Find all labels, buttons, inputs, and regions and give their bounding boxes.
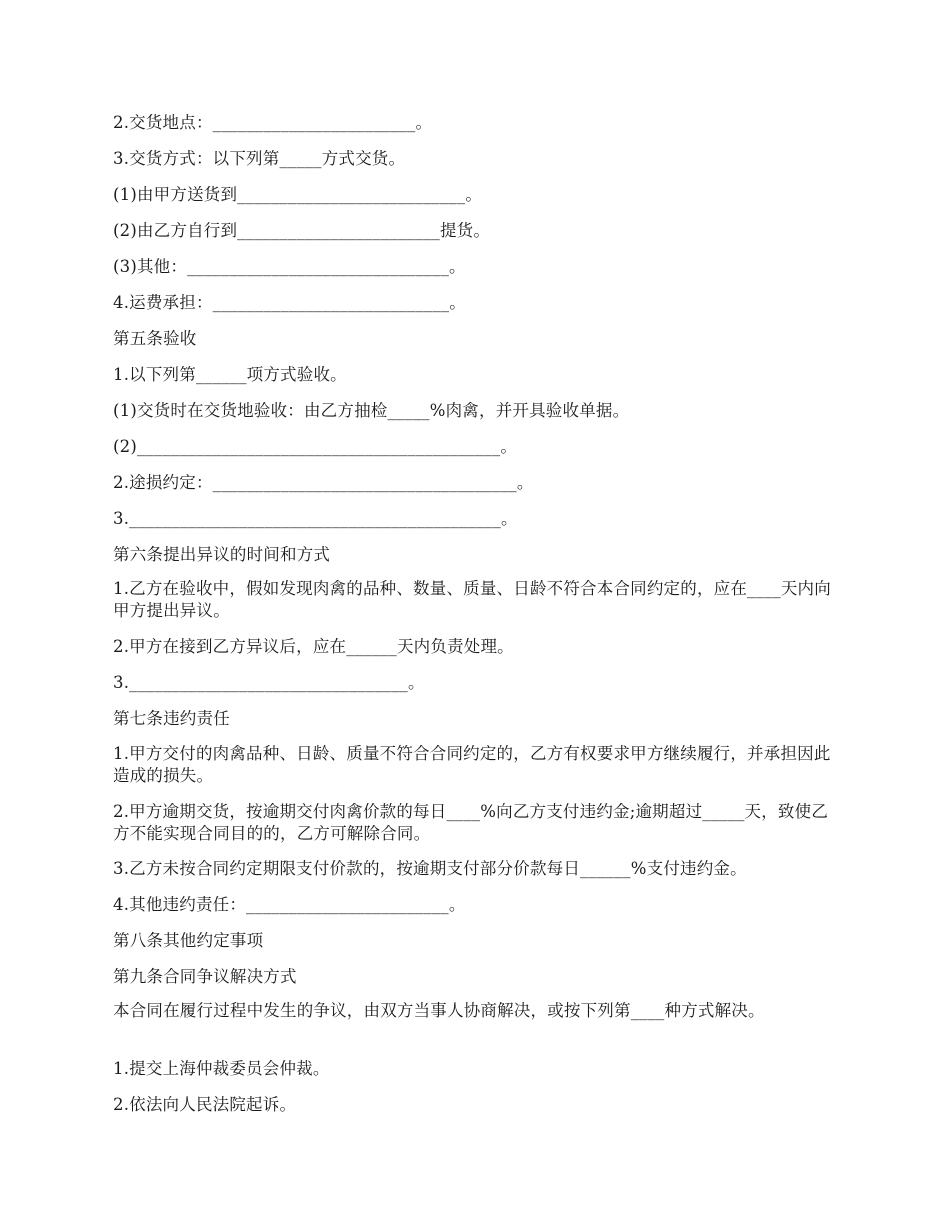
delivery-option-3: (3)其他：_______________________________。	[113, 257, 466, 276]
section-heading-8: 第八条其他约定事项	[113, 931, 264, 950]
section-heading-7: 第七条违约责任	[113, 709, 230, 728]
inspection-option-2: (2)___________________________________________。	[113, 437, 518, 456]
liability-clause-1: 1.甲方交付的肉禽品种、日龄、质量不符合合同约定的，乙方有权要求甲方继续履行，并承担因此造成的损失。	[113, 744, 831, 785]
delivery-method-clause: 3.交货方式：以下列第_____方式交货。	[113, 149, 406, 168]
delivery-option-1: (1)由甲方送货到___________________________。	[113, 185, 483, 204]
freight-clause: 4.运费承担：____________________________。	[113, 293, 466, 312]
liability-clause-3: 3.乙方未按合同约定期限支付价款的，按逾期支付部分价款每日______%支付违约金。	[113, 859, 747, 878]
transit-loss-clause: 2.途损约定：____________________________________。	[113, 473, 534, 492]
dispute-option-1: 1.提交上海仲裁委员会仲裁。	[113, 1059, 330, 1078]
section-heading-9: 第九条合同争议解决方式	[113, 967, 297, 986]
inspection-option-1: (1)交货时在交货地验收：由乙方抽检_____%肉禽，并开具验收单据。	[113, 401, 630, 420]
delivery-location-clause: 2.交货地点：________________________。	[113, 113, 433, 132]
section-heading-5: 第五条验收	[113, 329, 197, 348]
objection-clause-2: 2.甲方在接到乙方异议后，应在______天内负责处理。	[113, 637, 514, 656]
objection-clause-3: 3._________________________________。	[113, 673, 425, 692]
liability-clause-2: 2.甲方逾期交货，按逾期交付肉禽价款的每日____%向乙方支付违约金;逾期超过_____天，致使乙方不能实现合同目的的，乙方可解除合同。	[113, 802, 829, 843]
objection-clause-1: 1.乙方在验收中，假如发现肉禽的品种、数量、质量、日龄不符合本合同约定的，应在____天内向甲方提出异议。	[113, 579, 831, 620]
dispute-option-2: 2.依法向人民法院起诉。	[113, 1095, 297, 1114]
dispute-resolution-clause: 本合同在履行过程中发生的争议，由双方当事人协商解决，或按下列第____种方式解决。	[113, 1001, 765, 1020]
inspection-method-clause: 1.以下列第______项方式验收。	[113, 365, 347, 384]
inspection-clause-3: 3.____________________________________________。	[113, 509, 518, 528]
section-heading-6: 第六条提出异议的时间和方式	[113, 545, 331, 564]
delivery-option-2: (2)由乙方自行到________________________提货。	[113, 221, 491, 240]
liability-clause-4: 4.其他违约责任：________________________。	[113, 895, 466, 914]
